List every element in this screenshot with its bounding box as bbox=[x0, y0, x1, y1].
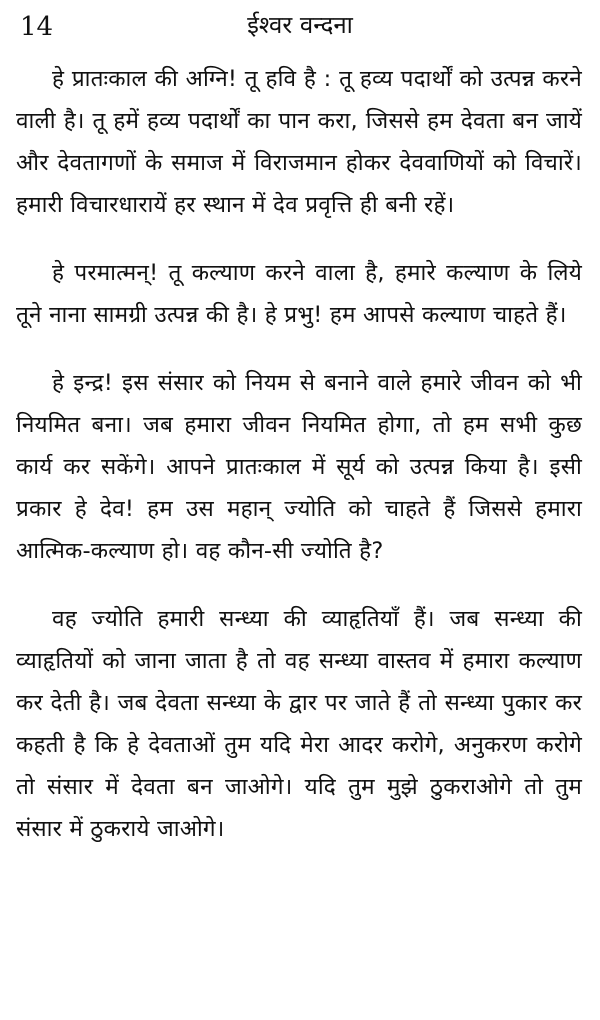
running-title: ईश्वर वन्दना bbox=[247, 11, 353, 39]
page-number: 14 bbox=[20, 12, 54, 42]
paragraph-indra: हे इन्द्र! इस संसार को नियम से बनाने वाले हमारे जीवन को भी नियमित बना। जब हमारा जीवन नियमित होगा, तो हम सभी कुछ कार्य कर सकेंगे। आपने प्रातःकाल में सूर्य को उत्पन्न किया है। इसी प्रकार हे देव! हम उस महान् ज्योति को चाहते हैं जिससे हमारा आत्मिक-कल्याण हो। वह कौन-सी ज्योति है? bbox=[16, 370, 582, 564]
paragraph-agni: हे प्रातःकाल की अग्नि! तू हवि है : तू हव्य पदार्थों को उत्पन्न करने वाली है। तू हमें हव्य पदार्थों का पान करा, जिससे हम देवता बन जायें और देवतागणों के समाज में विराजमान होकर देववाणियों को विचारें। हमारी विचारधारायें हर स्थान में देव प्रवृत्ति ही बनी रहें। bbox=[16, 66, 582, 218]
paragraph-paramatman: हे परमात्मन्! तू कल्याण करने वाला है, हमारे कल्याण के लिये तूने नाना सामग्री उत्पन्न की है। हे प्रभु! हम आपसे कल्याण चाहते हैं। bbox=[16, 260, 582, 328]
body-text bbox=[16, 58, 582, 850]
paragraph-vyahriti: वह ज्योति हमारी सन्ध्या की व्याहृतियाँ हैं। जब सन्ध्या की व्याहृतियों को जाना जाता है तो वह सन्ध्या वास्तव में हमारा कल्याण कर देती है। जब देवता सन्ध्या के द्वार पर जाते हैं तो सन्ध्या पुकार कर कहती है कि हे देवताओं तुम यदि मेरा आदर करोगे, अनुकरण करोगे तो संसार में देवता बन जाओगे। यदि तुम मुझे ठुकराओगे तो तुम संसार में ठुकराये जाओगे। bbox=[16, 606, 582, 842]
page-header bbox=[0, 8, 600, 48]
